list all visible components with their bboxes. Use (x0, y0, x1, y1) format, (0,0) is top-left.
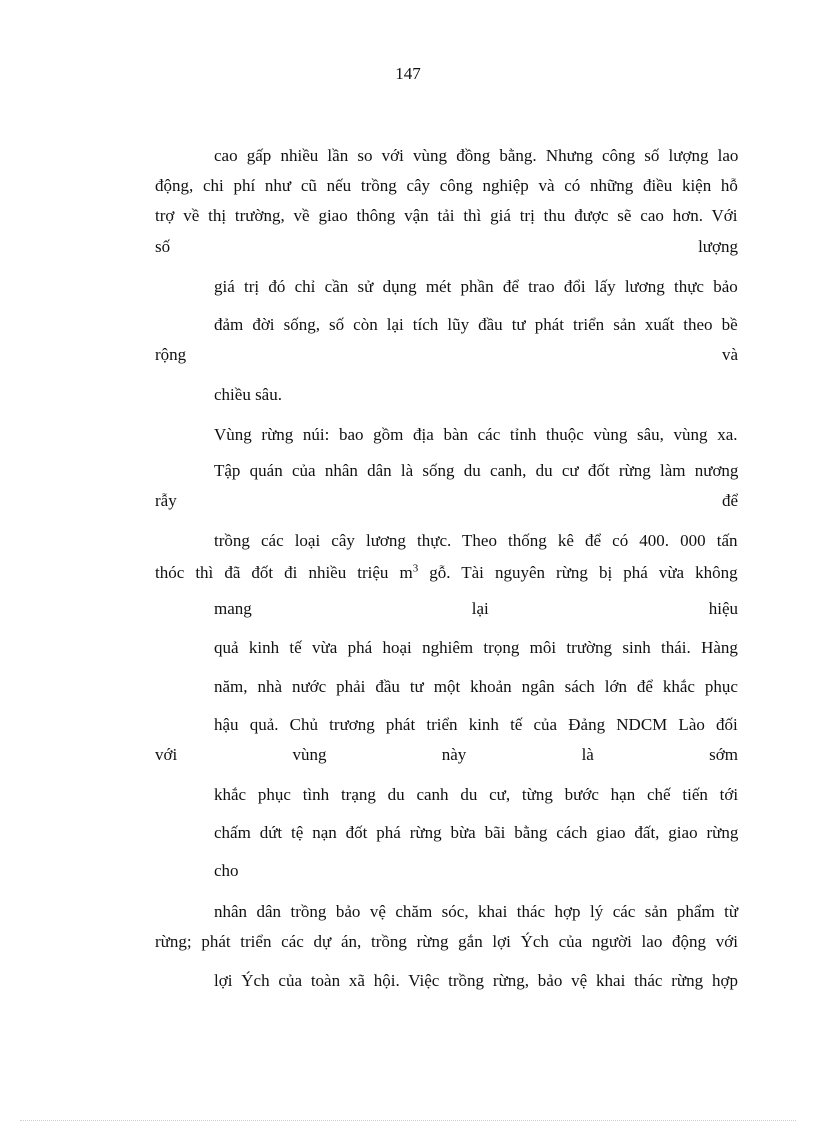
text-line: lợi Ých của toàn xã hội. Việc trồng rừng, bảo vệ khai thác rừng hợp (214, 971, 738, 990)
text-line: đảm đời sống, số còn lại tích lũy đầu tư phát triển sản xuất theo bề (214, 315, 738, 334)
text-line: hậu quả. Chủ trương phát triển kinh tế của Đảng NDCM Lào đối (214, 715, 738, 734)
text-word: lượng (698, 237, 738, 256)
text-line (155, 744, 738, 766)
text-line: khắc phục tình trạng du canh du cư, từng bước hạn chế tiến tới (214, 785, 739, 804)
page-number: 147 (395, 64, 421, 83)
text-word: là (581, 745, 594, 764)
text-line: Vùng rừng núi: bao gồm địa bàn các tỉnh thuộc vùng sâu, vùng xa. (214, 425, 738, 444)
text-word: lại (471, 599, 489, 618)
text-line: trồng các loại cây lương thực. Theo thống kê để có 400. 000 tấn (214, 531, 738, 550)
text-segment: thóc thì đã đốt đi nhiều triệu m (155, 563, 413, 582)
text-word: mang (214, 599, 252, 618)
text-line: chiều sâu. (214, 385, 282, 404)
page-bottom-divider (20, 1120, 796, 1121)
text-line (155, 490, 738, 512)
text-line: nhân dân trồng bảo vệ chăm sóc, khai thác hợp lý các sản phẩm từ (214, 902, 739, 921)
text-line (155, 236, 738, 258)
text-line: chấm dứt tệ nạn đốt phá rừng bừa bãi bằng cách giao đất, giao rừng (214, 823, 739, 842)
text-word: với (155, 745, 178, 764)
text-word: rộng (155, 345, 187, 364)
superscript: 3 (412, 562, 419, 575)
text-word: để (721, 491, 738, 510)
text-line: năm, nhà nước phải đầu tư một khoản ngân sách lớn để khắc phục (214, 677, 738, 696)
text-line: giá trị đó chỉ cần sử dụng mét phần để trao đổi lấy lương thực bảo (214, 277, 738, 296)
text-line: trợ về thị trường, về giao thông vận tải thì giá trị thu được sẽ cao hơn. Với (155, 206, 738, 225)
text-word: hiệu (708, 599, 738, 618)
text-line (155, 562, 738, 584)
text-word: này (441, 745, 467, 764)
text-word: rẫy (155, 491, 177, 510)
text-line (155, 344, 738, 366)
text-line: Tập quán của nhân dân là sống du canh, du cư đốt rừng làm nương (214, 461, 739, 480)
text-line: cho (214, 861, 239, 880)
text-line: cao gấp nhiều lần so với vùng đồng bằng. Nhưng công số lượng lao (214, 146, 739, 165)
text-line (214, 598, 738, 620)
text-line: quả kinh tế vừa phá hoại nghiêm trọng môi trường sinh thái. Hàng (214, 638, 738, 657)
text-word: sớm (709, 745, 738, 764)
text-word: số (155, 237, 171, 256)
text-line: động, chi phí như cũ nếu trồng cây công nghiệp và có những điều kiện hỗ (155, 176, 738, 195)
text-line: rừng; phát triển các dự án, trồng rừng gắn lợi Ých của người lao động với (155, 932, 738, 951)
text-segment: gỗ. Tài nguyên rừng bị phá vừa không (418, 563, 738, 582)
text-word: và (721, 345, 738, 364)
text-word: vùng (292, 745, 327, 764)
